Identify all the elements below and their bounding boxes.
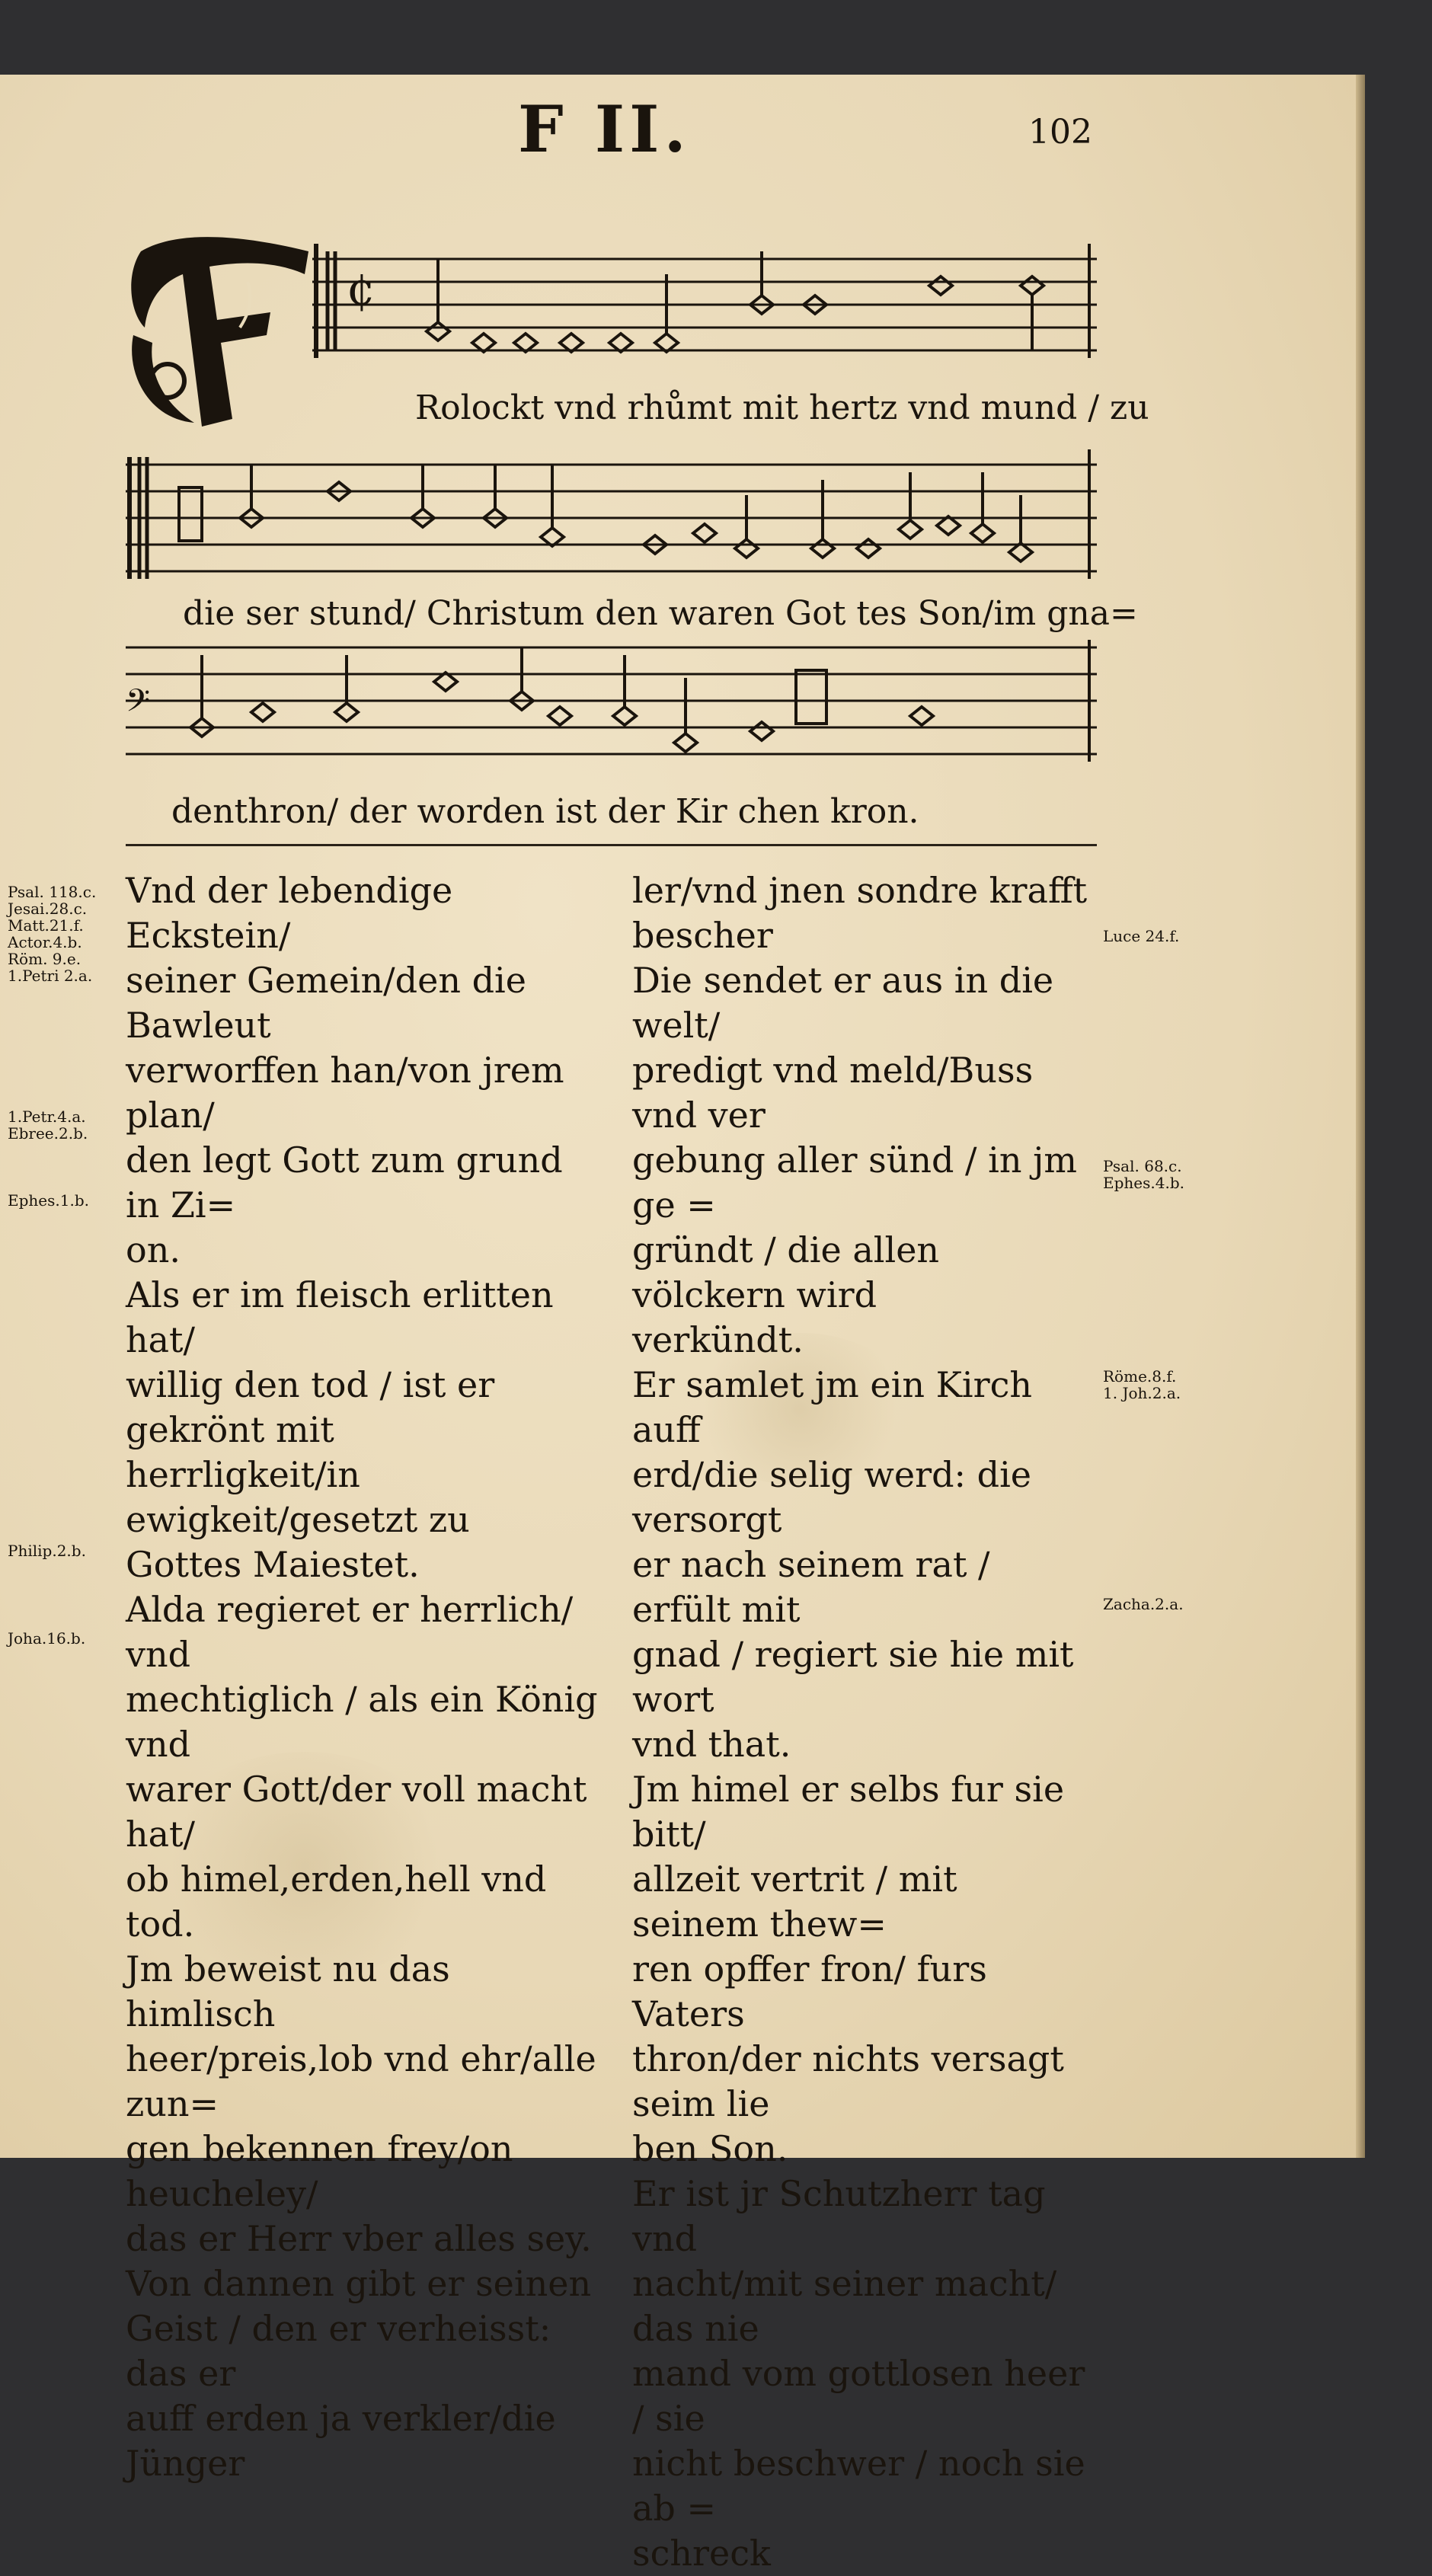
lyric-line-1: Rolockt vnd rhůmt mit hertz vnd mund / zu bbox=[415, 388, 1149, 427]
text-line: Vnd der lebendige Eckstein/ bbox=[126, 870, 453, 956]
margin-reference: Ephes.1.b. bbox=[8, 1191, 89, 1210]
text-line: auff erden ja verkler/die Jünger bbox=[126, 2398, 556, 2484]
text-line: thron/der nichts versagt seim lie bbox=[632, 2038, 1064, 2124]
lyric-line-3: denthron/ der worden ist der Kir chen kron. bbox=[171, 792, 919, 831]
svg-text:𝄢: 𝄢 bbox=[126, 682, 151, 727]
text-line: verworffen han/von jrem plan/ bbox=[126, 1050, 564, 1136]
text-line: Jm beweist nu das himlisch bbox=[126, 1948, 450, 2034]
margin-reference: 1.Petr.4.a. Ebree.2.b. bbox=[8, 1107, 88, 1143]
text-column-right bbox=[632, 868, 1089, 2576]
text-line: gebung aller sünd / in jm ge = bbox=[632, 1139, 1078, 1226]
text-line: willig den tod / ist er gekrönt mit bbox=[126, 1364, 495, 1450]
margin-reference: Röme.8.f. 1. Joh.2.a. bbox=[1103, 1367, 1181, 1402]
margin-reference: Philip.2.b. bbox=[8, 1542, 86, 1560]
margin-reference: Psal. 68.c. Ephes.4.b. bbox=[1103, 1157, 1184, 1192]
margin-reference: Joha.16.b. bbox=[8, 1629, 86, 1648]
text-line: heer/preis,lob vnd ehr/alle zun= bbox=[126, 2038, 596, 2124]
text-line: verkündt. bbox=[632, 1319, 804, 1360]
page-number: 102 bbox=[1028, 113, 1092, 152]
svg-text:¢: ¢ bbox=[347, 263, 376, 316]
text-line: er nach seinem rat / erfült mit bbox=[632, 1544, 990, 1630]
text-line: gen bekennen frey/on heucheley/ bbox=[126, 2128, 513, 2214]
text-line: ben Son. bbox=[632, 2128, 788, 2169]
text-line: on. bbox=[126, 1229, 181, 1270]
text-line: mand vom gottlosen heer / sie bbox=[632, 2353, 1085, 2439]
text-line: allzeit vertrit / mit seinem thew= bbox=[632, 1858, 957, 1945]
text-line: nicht beschwer / noch sie ab = bbox=[632, 2443, 1085, 2529]
music-staff-3 bbox=[126, 632, 1097, 785]
page-header bbox=[0, 91, 1363, 168]
page-title: F II. bbox=[518, 91, 691, 167]
text-column-left bbox=[126, 868, 606, 2486]
decorated-initial-icon bbox=[118, 229, 324, 434]
text-line: Jm himel er selbs fur sie bitt/ bbox=[632, 1769, 1065, 1855]
text-line: Er samlet jm ein Kirch auff bbox=[632, 1364, 1033, 1450]
text-line: Von dannen gibt er seinen bbox=[126, 2263, 592, 2304]
margin-reference: Zacha.2.a. bbox=[1103, 1595, 1184, 1613]
music-staff-2 bbox=[126, 449, 1097, 594]
page-edge bbox=[1356, 75, 1365, 2158]
text-line: seiner Gemein/den die Bawleut bbox=[126, 960, 526, 1046]
text-line: Geist / den er verheisst: das er bbox=[126, 2308, 551, 2394]
section-divider bbox=[126, 844, 1097, 846]
text-line: gnad / regiert sie hie mit wort bbox=[632, 1634, 1074, 1720]
text-line: Als er im fleisch erlitten hat/ bbox=[126, 1274, 554, 1360]
text-line: vnd that. bbox=[632, 1724, 791, 1765]
text-line: Gottes Maiestet. bbox=[126, 1544, 420, 1585]
text-line: predigt vnd meld/Buss vnd ver bbox=[632, 1050, 1034, 1136]
music-staff-1 bbox=[312, 244, 1097, 381]
text-line: Die sendet er aus in die welt/ bbox=[632, 960, 1054, 1046]
text-line: Er ist jr Schutzherr tag vnd bbox=[632, 2173, 1046, 2259]
text-line: herrligkeit/in ewigkeit/gesetzt zu bbox=[126, 1454, 470, 1540]
text-line: den legt Gott zum grund in Zi= bbox=[126, 1139, 563, 1226]
text-line: ler/vnd jnen sondre krafft bescher bbox=[632, 870, 1088, 956]
text-line: gründt / die allen völckern wird bbox=[632, 1229, 940, 1315]
lyric-line-2: die ser stund/ Christum den waren Got tes Son/im gna= bbox=[183, 594, 1138, 633]
text-line: das er Herr vber alles sey. bbox=[126, 2218, 592, 2259]
text-line: warer Gott/der voll macht hat/ bbox=[126, 1769, 587, 1855]
text-line: nacht/mit seiner macht/ das nie bbox=[632, 2263, 1057, 2349]
text-line: mechtiglich / als ein König vnd bbox=[126, 1679, 598, 1765]
text-line: ob himel,erden,hell vnd tod. bbox=[126, 1858, 547, 1945]
margin-reference: Psal. 118.c. Jesai.28.c. Matt.21.f. Actor.4.b. Röm. 9.e. 1.Petri 2.a. bbox=[8, 883, 97, 985]
text-line: schreck bbox=[632, 2533, 771, 2574]
text-line: Alda regieret er herrlich/ vnd bbox=[126, 1589, 574, 1675]
text-line: erd/die selig werd: die versorgt bbox=[632, 1454, 1032, 1540]
text-line: ren opffer fron/ furs Vaters bbox=[632, 1948, 987, 2034]
margin-reference: Luce 24.f. bbox=[1103, 927, 1180, 945]
